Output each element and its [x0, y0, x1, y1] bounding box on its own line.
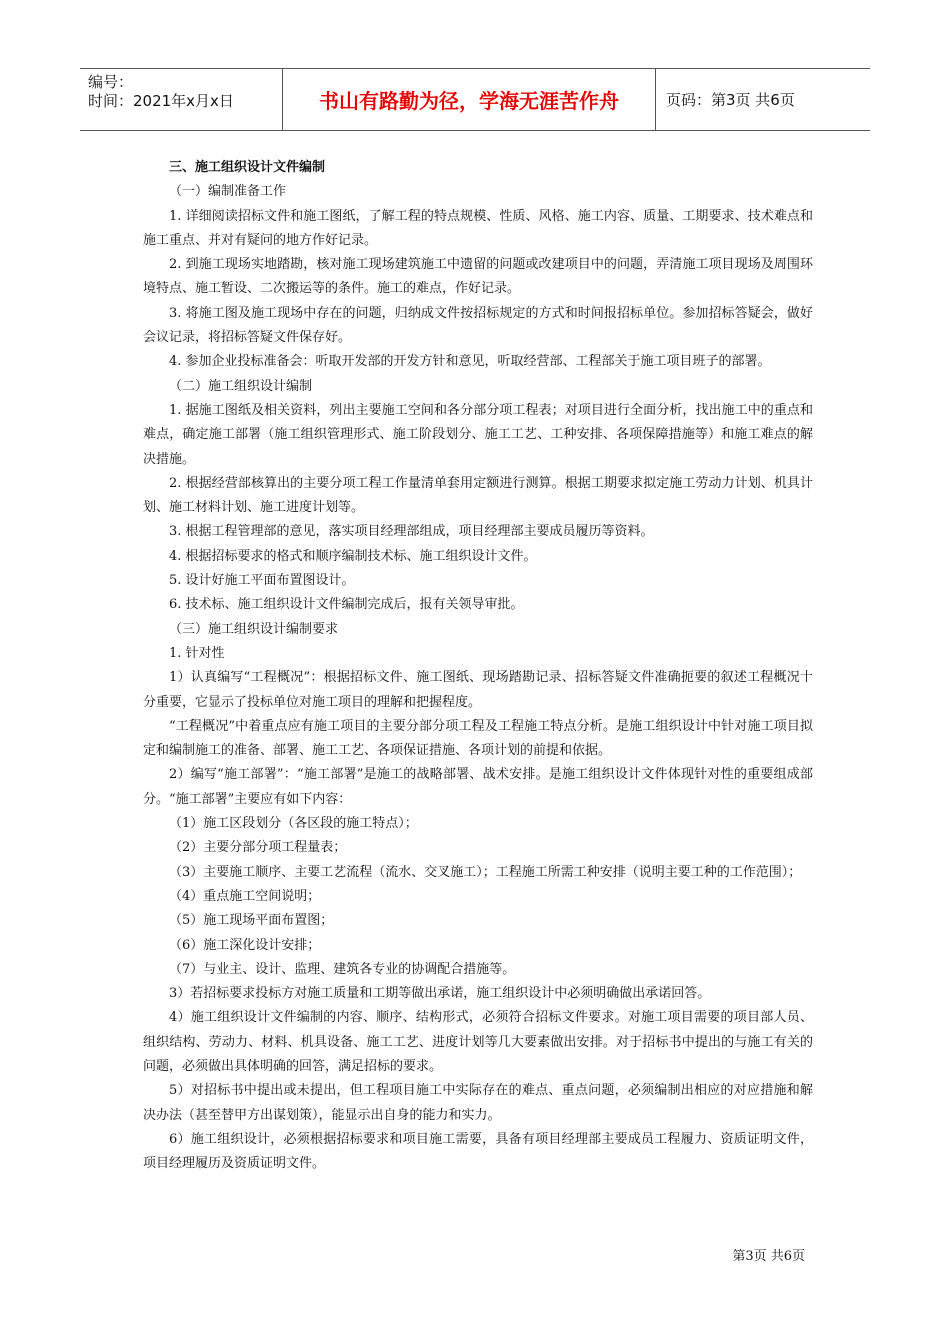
page-header: [80, 68, 870, 131]
paragraph: 1. 详细阅读招标文件和施工图纸，了解工程的特点规模、性质、风格、施工内容、质量、工期要求、技术难点和施工重点、并对有疑问的地方作好记录。: [143, 208, 813, 248]
header-meta: [80, 69, 282, 130]
paragraph: 5. 设计好施工平面布置图设计。: [169, 573, 355, 589]
paragraph: 4）施工组织设计文件编制的内容、顺序、结构形式，必须符合招标文件要求。对施工项目需要的项目部人员、组织结构、劳动力、材料、机具设备、施工工艺、进度计划等几大要素做出安排。对于招标书中提出的与施工有关的问题，必须做出具体明确的回答，满足招标的要求。: [143, 1010, 813, 1074]
list-item: （1）施工区段划分（各区段的施工特点）；: [169, 816, 418, 832]
paragraph: 5）对招标书中提出或未提出，但工程项目施工中实际存在的难点、重点问题，必须编制出相应的对应措施和解决办法（甚至替甲方出谋划策），能显示出自身的能力和实力。: [143, 1083, 813, 1123]
page-footer: 第3页 共6页: [732, 1249, 805, 1264]
header-motto: 书山有路勤为径，学海无涯苦作舟: [282, 69, 656, 130]
header-page-number: 页码：第3页 共6页: [666, 91, 795, 109]
document-number-label: 编号：: [88, 73, 134, 91]
list-item: （5）施工现场平面布置图；: [169, 913, 334, 929]
list-item: （3）主要施工顺序、主要工艺流程（流水、交叉施工）；工程施工所需工种安排（说明主要工种的工作范围）；: [169, 864, 802, 880]
paragraph: 1. 据施工图纸及相关资料，列出主要施工空间和各分部分项工程表；对项目进行全面分析，找出施工中的重点和难点，确定施工部署（施工组织管理形式、施工阶段划分、施工工艺、工种安排、各项保障措施等）和施工难点的解决措施。: [143, 402, 813, 467]
paragraph: 3）若招标要求投标方对施工质量和工期等做出承诺，施工组织设计中必须明确做出承诺回答。: [169, 986, 711, 1002]
paragraph: 2. 根据经营部核算出的主要分项工程工作量清单套用定额进行测算。根据工期要求拟定施工劳动力计划、机具计划、施工材料计划、施工进度计划等。: [143, 475, 813, 516]
subsection-heading: （二）施工组织设计编制: [169, 378, 313, 394]
paragraph: 4. 参加企业投标准备会：听取开发部的开发方针和意见，听取经营部、工程部关于施工项目班子的部署。: [169, 354, 771, 370]
list-item: （4）重点施工空间说明；: [169, 888, 321, 904]
paragraph: 1. 针对性: [169, 645, 225, 661]
paragraph: 1）认真编写“工程概况”：根据招标文件、施工图纸、现场踏勘记录、招标答疑文件准确扼要的叙述工程概况十分重要，它显示了投标单位对施工项目的理解和把握程度。: [143, 670, 813, 710]
paragraph: 2）编写“施工部署”：“施工部署”是施工的战略部署、战术安排。是施工组织设计文件体现针对性的重要组成部分。“施工部署”主要应有如下内容：: [143, 767, 813, 807]
paragraph: “工程概况”中着重点应有施工项目的主要分部分项工程及工程施工特点分析。是施工组织设计中针对施工项目拟定和编制施工的准备、部署、施工工艺、各项保证措施、各项计划的前提和依据。: [143, 718, 813, 759]
document-body: [143, 156, 813, 1176]
paragraph: 6. 技术标、施工组织设计文件编制完成后，报有关领导审批。: [169, 597, 524, 613]
list-item: （7）与业主、设计、监理、建筑各专业的协调配合措施等。: [169, 961, 516, 977]
paragraph: 3. 将施工图及施工现场中存在的问题，归纳成文件按招标规定的方式和时间报招标单位。参加招标答疑会，做好会议记录，将招标答疑文件保存好。: [143, 305, 813, 346]
list-item: （2）主要分部分项工程量表；: [169, 840, 347, 856]
paragraph: 3. 根据工程管理部的意见，落实项目经理部组成，项目经理部主要成员履历等资料。: [169, 524, 654, 540]
section-heading: 三、施工组织设计文件编制: [169, 160, 326, 175]
subsection-heading: （三）施工组织设计编制要求: [169, 621, 339, 637]
paragraph: 4. 根据招标要求的格式和顺序编制技术标、施工组织设计文件。: [169, 548, 537, 564]
subsection-heading: （一）编制准备工作: [169, 184, 287, 200]
document-date-label: 时间：2021年x月x日: [88, 92, 234, 110]
list-item: （6）施工深化设计安排；: [169, 937, 321, 953]
paragraph: 2. 到施工现场实地踏勘，核对施工现场建筑施工中遗留的问题或改建项目中的问题，弄清施工项目现场及周围环境特点、施工暂设、二次搬运等的条件。施工的难点，作好记录。: [143, 257, 813, 297]
paragraph: 6）施工组织设计，必须根据招标要求和项目施工需要，具备有项目经理部主要成员工程履力、资质证明文件，项目经理履历及资质证明文件。: [143, 1131, 813, 1172]
